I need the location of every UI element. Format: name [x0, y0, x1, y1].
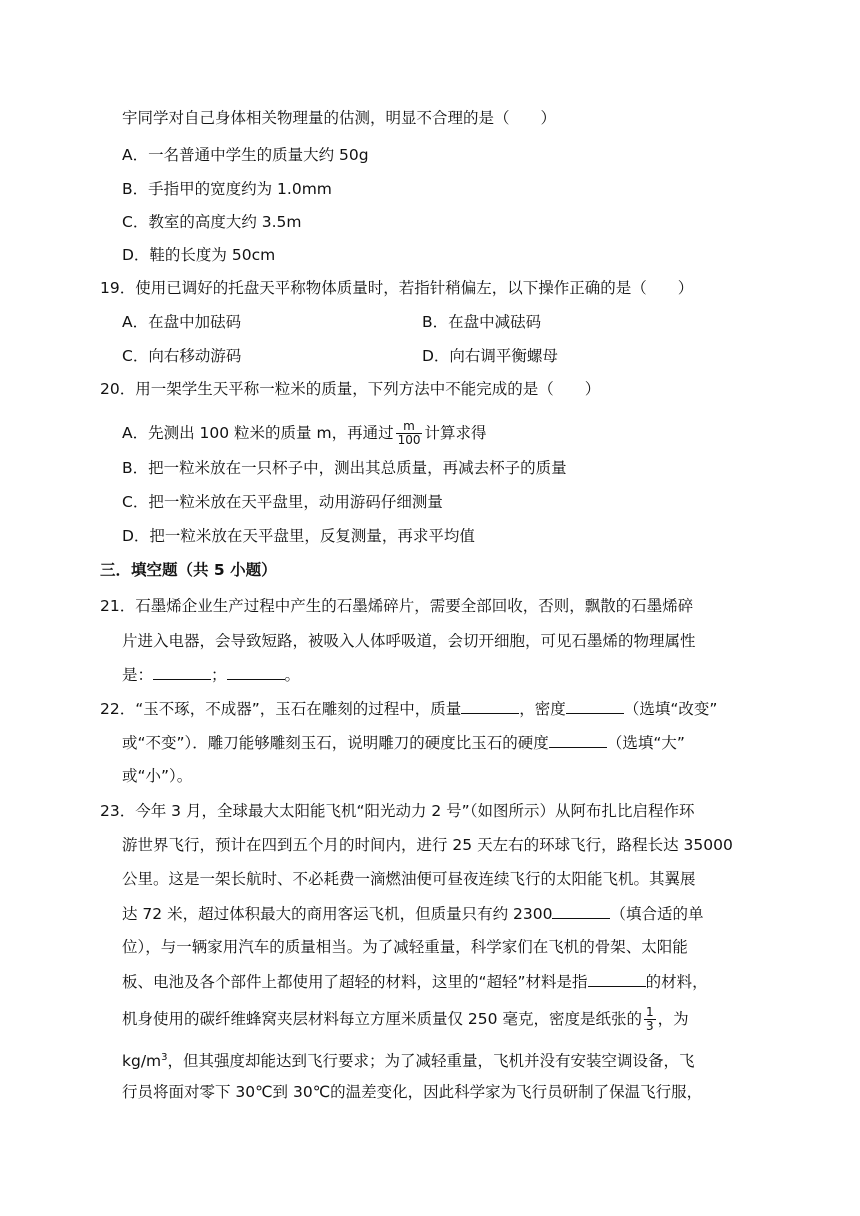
answer-blank[interactable]	[549, 731, 607, 748]
answer-blank[interactable]	[588, 970, 646, 987]
q20-option-a	[122, 418, 487, 448]
q22-text-d: 或“不变”）．雕刀能够雕刻玉石，说明雕刀的硬度比玉石的硬度	[122, 734, 549, 752]
answer-blank[interactable]	[461, 697, 519, 714]
answer-blank[interactable]	[552, 902, 610, 919]
q18-option-a: A．一名普通中学生的质量大约 50g	[122, 146, 369, 164]
q20-stem: 20．用一架学生天平称一粒米的质量，下列方法中不能完成的是（ ）	[100, 380, 601, 398]
q22-text-e: （选填“大”	[606, 734, 685, 752]
q21-separator: ；	[211, 666, 227, 684]
q20-option-d: D．把一粒米放在天平盘里，反复测量，再求平均值	[122, 527, 475, 545]
q23-text-b: （填合适的单	[610, 905, 704, 923]
q23-fraction	[644, 1006, 656, 1033]
q20-fraction	[396, 420, 423, 447]
q19-option-a: A．在盘中加砝码	[122, 313, 242, 331]
q19-option-d: D．向右调平衡螺母	[422, 347, 558, 365]
q22-text-b: ，密度	[519, 700, 566, 718]
q23-line-7	[122, 1004, 689, 1034]
q23-unit: kg/m	[122, 1052, 162, 1071]
q23-line-6	[122, 970, 708, 993]
q23-text-g: ，但其强度却能达到飞行要求；为了减轻重量，飞机并没有安装空调设备，飞	[167, 1052, 695, 1071]
q19-option-c: C．向右移动游码	[122, 347, 242, 365]
q20-option-c: C．把一粒米放在天平盘里，动用游码仔细测量	[122, 493, 443, 511]
q18-stem: 宇同学对自己身体相关物理量的估测，明显不合理的是（ ）	[122, 109, 557, 127]
q19-stem: 19．使用已调好的托盘天平称物体质量时，若指针稍偏左，以下操作正确的是（ ）	[100, 279, 694, 297]
q23-line-2: 游世界飞行，预计在四到五个月的时间内，进行 25 天左右的环球飞行，路程长达 35000	[122, 836, 733, 854]
q23-text-f: ，为	[657, 1010, 689, 1028]
fraction-numerator: m	[403, 419, 415, 433]
q18-option-b: B．手指甲的宽度约为 1.0mm	[122, 180, 332, 198]
q21-line-2: 片进入电器，会导致短路，被吸入人体呼吸道，会切开细胞，可见石墨烯的物理属性	[122, 632, 696, 650]
q18-option-d: D．鞋的长度为 50cm	[122, 246, 276, 264]
q20-option-b: B．把一粒米放在一只杯子中，测出其总质量，再减去杯子的质量	[122, 459, 567, 477]
q21-line-1: 21．石墨烯企业生产过程中产生的石墨烯碎片，需要全部回收，否则，飘散的石墨烯碎	[100, 597, 694, 615]
q22-text-c: （选填“改变”	[623, 700, 718, 718]
answer-blank[interactable]	[227, 663, 285, 680]
q23-line-9: 行员将面对零下 30℃到 30℃的温差变化，因此科学家为飞行员研制了保温飞行服，	[122, 1083, 703, 1101]
q23-line-1: 23．今年 3 月，全球最大太阳能飞机“阳光动力 2 号”（如图所示）从阿布扎比启程作环	[100, 802, 695, 820]
section-title: 三．填空题（共 5 小题）	[100, 561, 277, 579]
fraction-denominator: 3	[645, 1019, 654, 1033]
q19-option-b: B．在盘中减砝码	[422, 313, 542, 331]
q21-line-3	[122, 663, 300, 686]
q22-text-a: 22．“玉不琢，不成器”，玉石在雕刻的过程中，质量	[100, 700, 462, 718]
q18-option-c: C．教室的高度大约 3.5m	[122, 213, 302, 231]
q23-text-e: 机身使用的碳纤维蜂窝夹层材料每立方厘米质量仅 250 毫克，密度是纸张的	[122, 1010, 642, 1028]
q21-prefix: 是：	[122, 666, 154, 684]
answer-blank[interactable]	[153, 663, 211, 680]
q20-option-a-tail: 计算求得	[424, 424, 487, 442]
q23-unit-exponent: 3	[161, 1052, 168, 1063]
q23-text-a: 达 72 米，超过体积最大的商用客运飞机，但质量只有约 2300	[122, 905, 553, 923]
fraction-numerator: 1	[645, 1005, 654, 1019]
q22-line-1	[100, 697, 717, 720]
q20-option-a-text: A．先测出 100 粒米的质量 m，再通过	[122, 424, 394, 442]
q23-text-d: 的材料，	[645, 973, 708, 991]
q21-end: 。	[284, 666, 301, 684]
q23-line-3: 公里。这是一架长航时、不必耗费一滴燃油便可昼夜连续飞行的太阳能飞机。其翼展	[122, 870, 696, 888]
q22-line-3: 或“小”）。	[122, 767, 193, 785]
answer-blank[interactable]	[566, 697, 624, 714]
q23-text-c: 板、电池及各个部件上都使用了超轻的材料，这里的“超轻”材料是指	[122, 973, 588, 991]
q23-line-8	[122, 1047, 695, 1072]
q23-line-5: 位），与一辆家用汽车的质量相当。为了减轻重量，科学家们在飞机的骨架、太阳能	[122, 938, 688, 956]
q23-line-4	[122, 902, 703, 925]
q22-line-2	[122, 731, 685, 754]
fraction-denominator: 100	[397, 433, 421, 447]
